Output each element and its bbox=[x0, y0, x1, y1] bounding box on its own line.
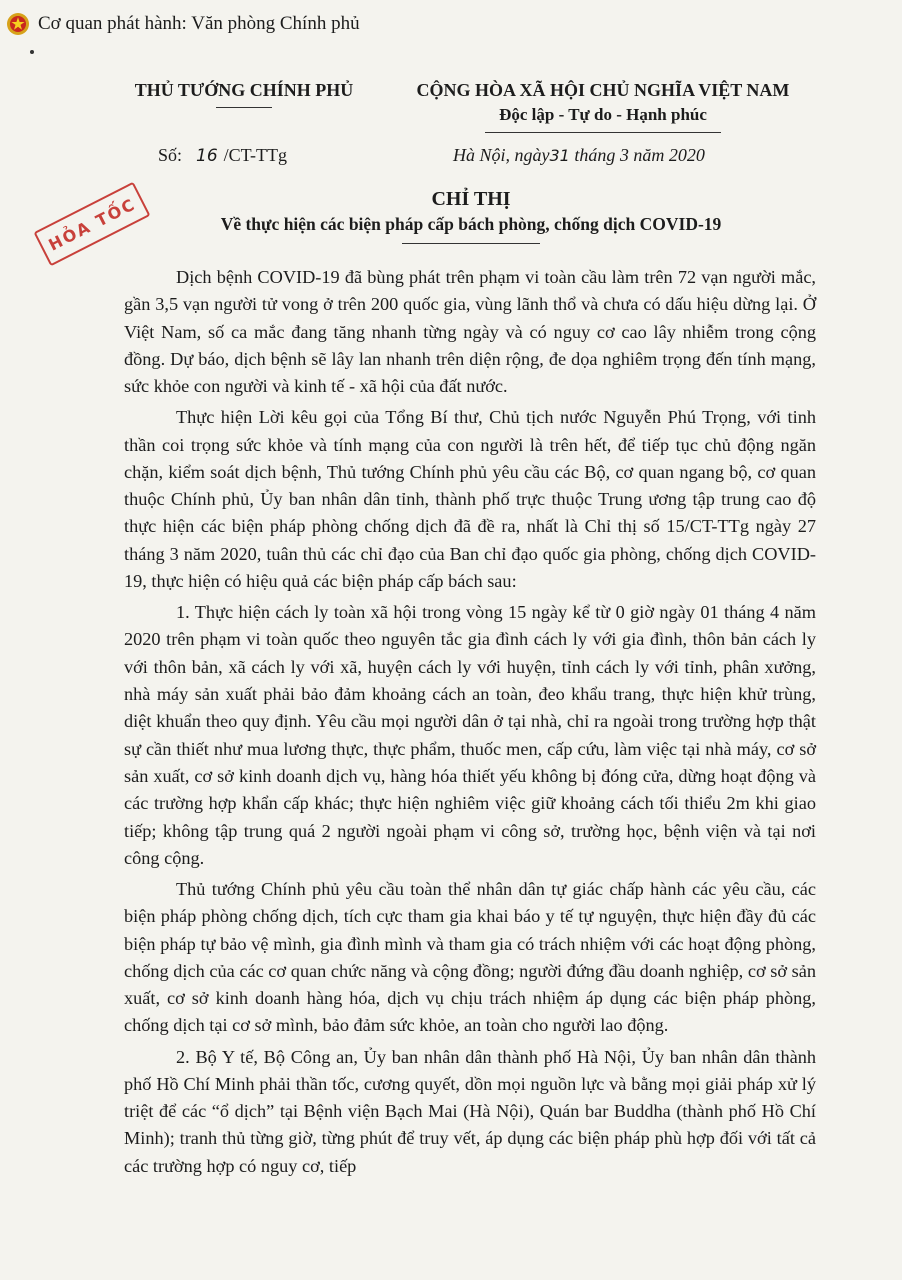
subject-underline bbox=[402, 243, 540, 244]
document-body bbox=[124, 264, 816, 1184]
date-day: 31 bbox=[549, 146, 570, 165]
stamp-text: HỎA TỐC bbox=[45, 193, 139, 255]
country-header bbox=[388, 80, 818, 133]
issuer-label: Cơ quan phát hành: Văn phòng Chính phủ bbox=[38, 13, 360, 34]
national-emblem-icon bbox=[6, 12, 30, 36]
urgent-stamp bbox=[33, 182, 150, 267]
issuer-line bbox=[6, 12, 360, 36]
number-value: 16 bbox=[196, 146, 218, 166]
national-motto: Độc lập - Tự do - Hạnh phúc bbox=[499, 105, 707, 124]
paragraph-3: 1. Thực hiện cách ly toàn xã hội trong vòng 15 ngày kể từ 0 giờ ngày 01 tháng 4 năm 2020 trên phạm vi toàn quốc theo nguyên tắc gia đình cách ly với gia đình, thôn bản cách ly với thôn bản, xã cách ly với xã, huyện cách ly với huyện, tỉnh cách ly với tỉnh, phân xưởng, nhà máy sản xuất phải bảo đảm khoảng cách an toàn, đeo khẩu trang, thực hiện khử trùng, diệt khuẩn theo quy định. Yêu cầu mọi người dân ở tại nhà, chỉ ra ngoài trong trường hợp thật sự cần thiết như mua lương thực, thực phẩm, thuốc men, cấp cứu, làm việc tại nhà máy, cơ sở sản xuất, cơ sở kinh doanh dịch vụ, hàng hóa thiết yếu không bị đóng cửa, dừng hoạt động và các trường hợp khẩn cấp khác; thực hiện nghiêm việc giữ khoảng cách tối thiểu 2m khi giao tiếp; không tập trung quá 2 người ngoài phạm vi công sở, trường học, bệnh viện và tại nơi công cộng. bbox=[124, 602, 816, 868]
document-number bbox=[158, 145, 287, 166]
document-type: CHỈ THỊ bbox=[431, 188, 511, 210]
agency-name: THỦ TƯỚNG CHÍNH PHỦ bbox=[134, 80, 354, 100]
scan-dot bbox=[30, 50, 34, 54]
paragraph-4: Thủ tướng Chính phủ yêu cầu toàn thể nhân dân tự giác chấp hành các yêu cầu, các biện pháp phòng chống dịch, tích cực tham gia khai báo y tế tự nguyện, thực hiện đầy đủ các biện pháp tự bảo vệ mình, gia đình mình và tham gia có trách nhiệm với các hoạt động phòng, chống dịch của các cơ quan chức năng và cộng đồng; người đứng đầu doanh nghiệp, cơ sở sản xuất, cơ sở kinh doanh hàng hóa, dịch vụ chịu trách nhiệm áp dụng các biện pháp phòng, chống dịch tại cơ sở mình, bảo đảm sức khỏe, an toàn cho người lao động. bbox=[124, 878, 816, 1036]
paragraph-2: Thực hiện Lời kêu gọi của Tổng Bí thư, Chủ tịch nước Nguyễn Phú Trọng, với tinh thần coi trọng sức khỏe và tính mạng của con người là trên hết, để tiếp tục chủ động ngăn chặn, kiểm soát dịch bệnh, Thủ tướng Chính phủ yêu cầu các Bộ, cơ quan ngang bộ, cơ quan thuộc Chính phủ, Ủy ban nhân dân tỉnh, thành phố trực thuộc Trung ương tập trung cao độ thực hiện các biện pháp phòng chống dịch đã đề ra, nhất là Chỉ thị số 15/CT-TTg ngày 27 tháng 3 năm 2020, tuân thủ các chỉ đạo của Ban chỉ đạo quốc gia phòng, chống dịch COVID-19, thực hiện có hiệu quả các biện pháp cấp bách sau: bbox=[124, 407, 816, 592]
date-prefix: Hà Nội, ngày bbox=[453, 145, 550, 165]
agency-header bbox=[110, 80, 378, 108]
document-date bbox=[453, 145, 705, 166]
agency-underline bbox=[216, 107, 272, 108]
date-suffix: tháng 3 năm 2020 bbox=[569, 145, 705, 165]
paragraph-5: 2. Bộ Y tế, Bộ Công an, Ủy ban nhân dân thành phố Hà Nội, Ủy ban nhân dân thành phố Hồ Chí Minh phải thần tốc, cương quyết, dồn mọi nguồn lực và bằng mọi giải pháp xử lý triệt để các “ổ dịch” tại Bệnh viện Bạch Mai (Hà Nội), Quán bar Buddha (thành phố Hồ Chí Minh); tranh thủ từng giờ, từng phút để truy vết, áp dụng các biện pháp phù hợp đối với tất cả các trường hợp có nguy cơ, tiếp bbox=[124, 1046, 816, 1176]
motto-underline bbox=[485, 132, 721, 133]
number-prefix: Số: bbox=[158, 145, 183, 165]
subject-text: Về thực hiện các biện pháp cấp bách phòng, chống dịch COVID-19 bbox=[220, 214, 722, 234]
number-suffix: /CT-TTg bbox=[223, 145, 287, 165]
paragraph-1: Dịch bệnh COVID-19 đã bùng phát trên phạm vi toàn cầu làm trên 72 vạn người mắc, gần 3,5 vạn người tử vong ở trên 200 quốc gia, vùng lãnh thổ và chưa có dấu hiệu dừng lại. Ở Việt Nam, số ca mắc đang tăng nhanh từng ngày và có nguy cơ cao lây nhiễm trong cộng đồng. Dự báo, dịch bệnh sẽ lây lan nhanh trên diện rộng, đe dọa nghiêm trọng đến tính mạng, sức khỏe con người và kinh tế - xã hội của đất nước. bbox=[124, 267, 816, 397]
country-name: CỘNG HÒA XÃ HỘI CHỦ NGHĨA VIỆT NAM bbox=[416, 80, 790, 100]
document-subject bbox=[160, 214, 782, 244]
